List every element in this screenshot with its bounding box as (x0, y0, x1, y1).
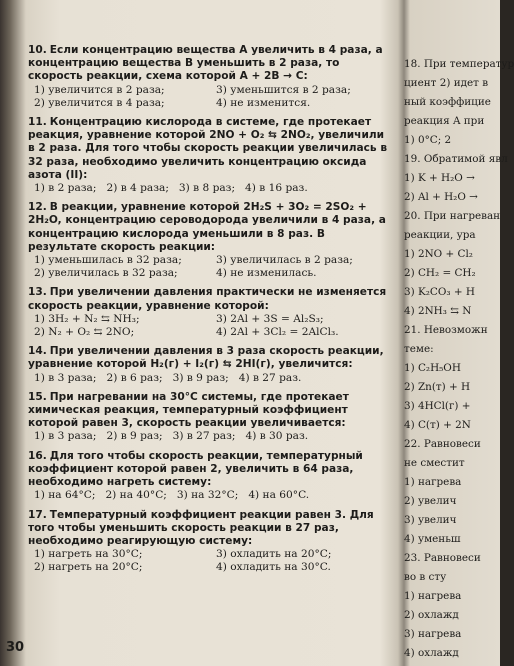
question-text: При увеличении давления в 3 раза скорость реакции, уравнение которой H₂(г) + I₂(г) ⇆ 2HI(г), увеличится: (28, 345, 384, 371)
right-line: циент 2) идет в (404, 77, 489, 89)
question-12 (28, 201, 390, 280)
question-number: 17. (28, 508, 47, 521)
option: 3) на 32°C; (176, 489, 239, 502)
option: 4) не изменилась. (216, 267, 317, 280)
option: 1) уменьшилась в 32 раза; (34, 254, 182, 267)
right-line: 1) C₂H₅OH (404, 362, 461, 374)
options (34, 84, 390, 110)
right-line: не сместит (404, 457, 465, 469)
right-line: ный коэффицие (404, 96, 491, 108)
right-column-partial (404, 58, 514, 666)
option: 2) нагреть на 20°C; (34, 561, 143, 574)
option: 2) на 40°C; (105, 489, 167, 502)
right-line: 1) нагрева (404, 476, 462, 488)
option: 2) в 4 раза; (106, 182, 169, 195)
question-text: При увеличении давления практически не изменяется скорость реакции, уравнение которой: (28, 286, 387, 312)
option: 3) в 9 раз; (172, 371, 229, 384)
option: 4) на 60°C. (248, 489, 310, 502)
question-text: Для того чтобы скорость реакции, температурный коэффициент которой равен 2, увеличить в 64 раза, необходимо нагреть систему: (28, 449, 363, 489)
option: 4) охладить на 30°C. (216, 561, 331, 574)
option: 3) в 27 раз; (172, 430, 236, 443)
question-text: В реакции, уравнение которой 2H₂S + 3O₂ = 2SO₂ + 2H₂O, концентрацию сероводорода увеличили в 4 раза, а концентрацию кислорода уменьшили в 8 раз. В результате скорость реакции: (28, 201, 386, 253)
question-number: 11. (28, 116, 47, 129)
right-line: 4) уменьш (404, 533, 461, 545)
right-line: 20. При нагреван (404, 210, 501, 222)
question-17 (28, 509, 390, 575)
right-line: 3) увелич (404, 514, 457, 526)
right-line: 1) нагрева (404, 590, 462, 602)
question-10 (28, 44, 390, 110)
options (34, 430, 390, 443)
right-line: теме: (404, 343, 434, 355)
option: 4) 2Al + 3Cl₂ = 2AlCl₃. (216, 326, 339, 339)
option: 1) в 3 раза; (34, 371, 97, 384)
option: 2) в 6 раз; (106, 371, 163, 384)
right-line: 4) C(т) + 2N (404, 419, 471, 431)
question-text: Температурный коэффициент реакции равен 3. Для того чтобы уменьшить скорость реакции в 27 раз, необходимо реагирующую систему: (28, 508, 374, 547)
question-text: Если концентрацию вещества A увеличить в 4 раза, а концентрацию вещества B уменьшить в 2 раза, то скорость реакции, схема которой A + 2B → C: (28, 44, 383, 83)
options (34, 548, 390, 574)
question-number: 14. (28, 345, 47, 358)
question-14 (28, 345, 390, 385)
options (34, 182, 390, 195)
options (34, 372, 390, 385)
question-number: 13. (28, 286, 47, 299)
right-line: 3) 4HCl(г) + (404, 400, 471, 412)
left-column (28, 44, 390, 581)
question-11 (28, 116, 390, 195)
right-line: 1) 0°C; 2 (404, 134, 452, 146)
option: 1) в 3 раза; (34, 430, 97, 443)
right-line: 3) нагрева (404, 628, 462, 640)
option: 3) уменьшится в 2 раза; (216, 83, 351, 96)
right-line: 2) Al + H₂O → (404, 191, 478, 203)
option: 3) охладить на 20°C; (216, 548, 332, 561)
question-13 (28, 286, 390, 339)
question-text: Концентрацию кислорода в системе, где протекает реакция, уравнение которой 2NO + O₂ ⇆ 2NO₂, увеличили в 2 раза. Для того чтобы скорость реакции увеличилась в 32 раза, необходимо увеличить концентрацию оксида азота (II): (28, 116, 388, 181)
option: 1) нагреть на 30°C; (34, 548, 143, 561)
right-line: 21. Невозможн (404, 324, 488, 336)
options (34, 313, 390, 339)
right-line: 22. Равновеси (404, 438, 481, 450)
options (34, 489, 390, 502)
question-number: 15. (28, 390, 47, 403)
right-line: 2) Zn(т) + H (404, 381, 471, 393)
page-number: 30 (6, 640, 25, 655)
right-line: 4) 2NH₃ ⇆ N (404, 305, 472, 317)
option: 1) в 2 раза; (34, 182, 97, 195)
question-text: При нагревании на 30°C системы, где протекает химическая реакция, температурный коэффициент которой равен 3, скорость реакции увеличивается: (28, 390, 349, 430)
option: 3) увеличилась в 2 раза; (216, 254, 353, 267)
option: 4) в 16 раз. (245, 182, 308, 195)
option: 4) в 30 раз. (245, 430, 309, 443)
question-number: 16. (28, 449, 47, 462)
option: 2) в 9 раз; (106, 430, 163, 443)
right-line: 23. Равновеси (404, 552, 481, 564)
right-line: 18. При температур (404, 58, 514, 70)
option: 1) на 64°C; (34, 489, 96, 502)
question-16 (28, 450, 390, 503)
option: 3) 2Al + 3S = Al₂S₃; (216, 312, 324, 325)
option: 2) увеличилась в 32 раза; (34, 267, 178, 280)
options (34, 254, 390, 280)
right-line: реакции, ура (404, 229, 476, 241)
right-line: 1) K + H₂O → (404, 172, 475, 184)
right-line: реакция A при (404, 115, 485, 127)
right-line: 2) CH₂ = CH₂ (404, 267, 476, 279)
option: 2) увеличится в 4 раза; (34, 96, 165, 109)
option: 3) в 8 раз; (178, 182, 236, 195)
question-number: 10. (28, 44, 47, 56)
option: 4) не изменится. (216, 96, 311, 109)
right-line: 4) охлажд (404, 647, 459, 659)
right-line: 3) K₂CO₃ + H (404, 286, 475, 298)
right-line: во в сту (404, 571, 447, 583)
right-line: 1) 2NO + Cl₂ (404, 248, 473, 260)
right-line: 19. Обратимой явл (404, 153, 508, 165)
option: 2) N₂ + O₂ ⇆ 2NO; (34, 326, 135, 339)
option: 1) 3H₂ + N₂ ⇆ NH₃; (34, 312, 140, 325)
option: 4) в 27 раз. (238, 371, 302, 384)
right-line: 2) охлажд (404, 609, 459, 621)
right-line: 2) увелич (404, 495, 457, 507)
question-15 (28, 391, 390, 444)
question-number: 12. (28, 201, 47, 214)
option: 1) увеличится в 2 раза; (34, 83, 165, 96)
